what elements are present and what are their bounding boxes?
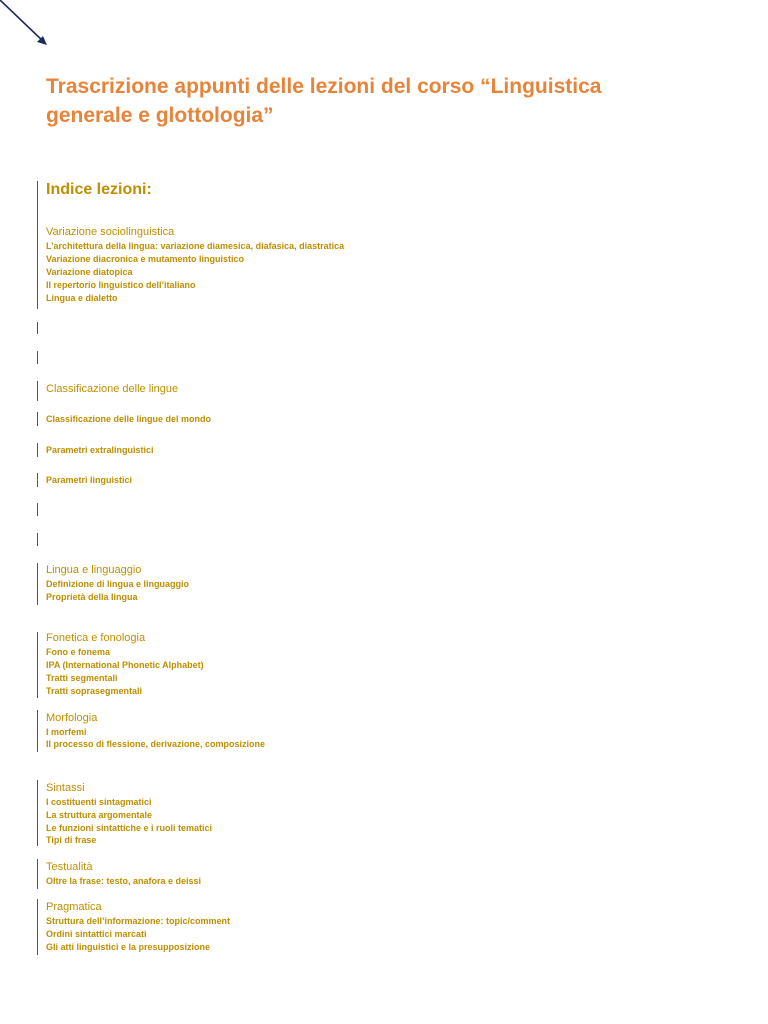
margin-bar (37, 533, 38, 546)
index-heading: Indice lezioni: (46, 181, 152, 198)
index-item[interactable]: La struttura argomentale (46, 810, 153, 820)
section-title: Fonetica e fonologia (46, 632, 146, 644)
index-item[interactable]: Parametri linguistici (46, 475, 133, 485)
index-item[interactable]: Variazione diatopica (46, 267, 133, 277)
index-item[interactable]: Il repertorio linguistico dell’italiano (46, 280, 196, 290)
index-item[interactable]: Proprietà della lingua (46, 592, 138, 602)
section-title: Morfologia (46, 712, 98, 724)
index-item[interactable]: IPA (International Phonetic Alphabet) (46, 660, 204, 670)
section-title: Classificazione delle lingue (46, 383, 179, 395)
index-item[interactable]: Struttura dell’informazione: topic/comment (46, 916, 231, 926)
index-item[interactable]: Parametri extralinguistici (46, 445, 154, 455)
index-item[interactable]: Classificazione delle lingue del mondo (46, 414, 212, 424)
margin-bar (37, 473, 38, 487)
margin-bar (37, 563, 38, 605)
index-item[interactable]: Oltre la frase: testo, anafora e deissi (46, 876, 202, 886)
section-title: Lingua e linguaggio (46, 564, 142, 576)
margin-bar (37, 181, 38, 309)
margin-bar (37, 381, 38, 401)
margin-bar (37, 780, 38, 846)
index-item[interactable]: I morfemi (46, 727, 87, 737)
index-item[interactable]: Variazione diacronica e mutamento linguistico (46, 254, 245, 264)
margin-bar (37, 351, 38, 364)
section-title: Pragmatica (46, 901, 102, 913)
index-item[interactable]: Tratti soprasegmentali (46, 686, 143, 696)
document-title: Trascrizione appunti delle lezioni del corso “Linguistica generale e glottologia” (46, 75, 602, 127)
index-item[interactable]: Gli atti linguistici e la presupposizione (46, 942, 211, 952)
section-title: Sintassi (46, 782, 85, 794)
margin-bar (37, 443, 38, 457)
index-item[interactable]: Fono e fonema (46, 647, 111, 657)
margin-bar (37, 412, 38, 426)
index-item[interactable]: L’architettura della lingua: variazione diamesica, diafasica, diastratica (46, 241, 345, 251)
index-item[interactable]: I costituenti sintagmatici (46, 797, 152, 807)
index-item[interactable]: Il processo di flessione, derivazione, composizione (46, 739, 266, 749)
margin-bar (37, 503, 38, 516)
margin-bar (37, 632, 38, 698)
arrow-icon (0, 0, 60, 60)
index-item[interactable]: Lingua e dialetto (46, 293, 118, 303)
index-item[interactable]: Tipi di frase (46, 835, 97, 845)
index-item[interactable]: Ordini sintattici marcati (46, 929, 147, 939)
margin-bar (37, 899, 38, 955)
margin-bar (37, 710, 38, 752)
index-item[interactable]: Definizione di lingua e linguaggio (46, 579, 189, 589)
index-item[interactable]: Tratti segmentali (46, 673, 118, 683)
margin-bar (37, 322, 38, 334)
section-title: Testualità (46, 861, 93, 873)
section-title: Variazione sociolinguistica (46, 226, 175, 238)
index-item[interactable]: Le funzioni sintattiche e i ruoli tematici (46, 823, 213, 833)
margin-bar (37, 859, 38, 889)
